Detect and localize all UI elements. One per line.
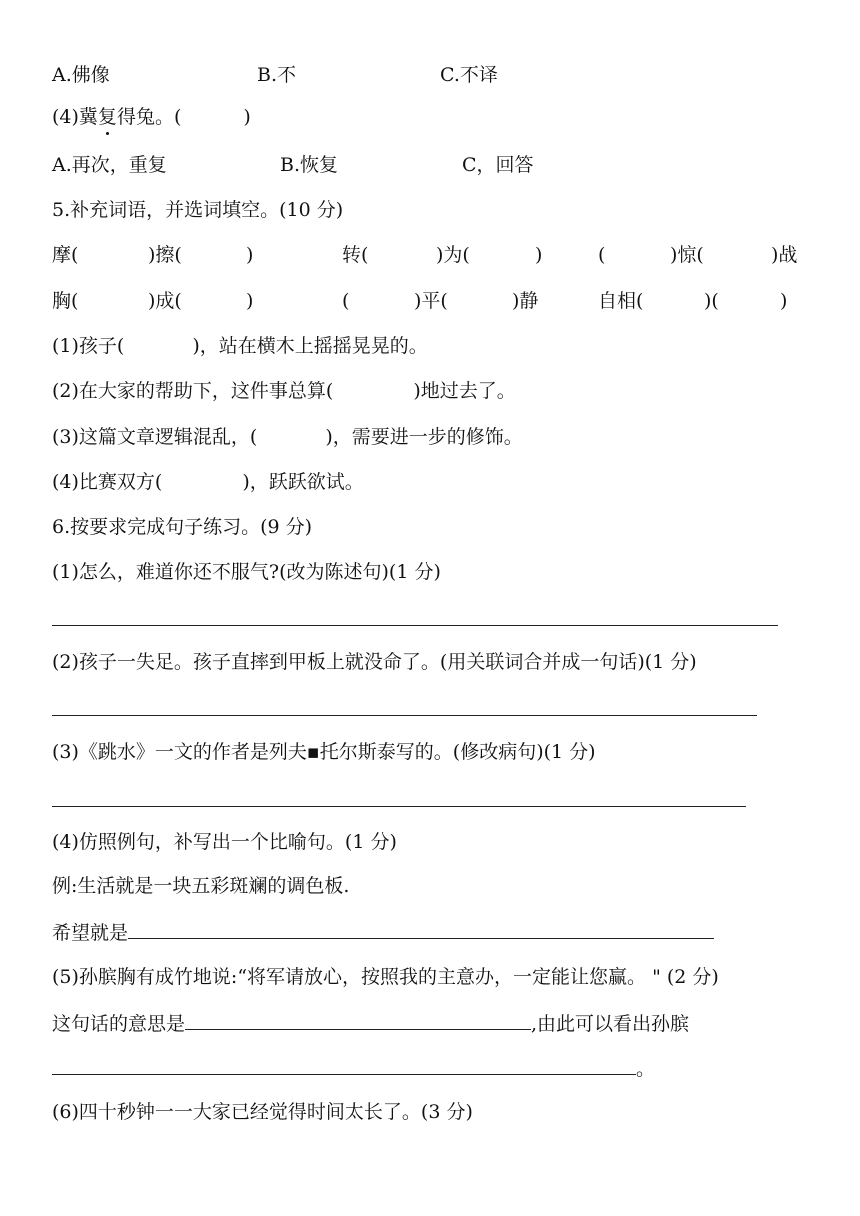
q5-item-4: (4)比赛双方( )，跃跃欲试。 — [52, 471, 364, 493]
idiom-5-part-3: )静 — [512, 290, 539, 312]
idiom-3-part-3: )战 — [771, 244, 798, 266]
idiom-2-part-2: )为( — [436, 244, 470, 266]
q5-item-1: (1)孩子( )，站在横木上摇摇晃晃的。 — [52, 335, 428, 357]
conclusion-line: 。 — [52, 1056, 655, 1081]
answer-line-3[interactable] — [52, 806, 746, 807]
answer-line-conclusion[interactable] — [52, 1056, 636, 1075]
question-5-heading: 5.补充词语，并选词填空。(10 分) — [52, 199, 344, 221]
answer-line-2[interactable] — [52, 715, 757, 716]
idiom-5-part-2: )平( — [414, 290, 448, 312]
option-a: A.再次，重复 — [52, 154, 167, 176]
option-c: C.不译 — [440, 64, 498, 86]
question-4-item-4: (4)冀复得兔。( ) — [52, 106, 251, 128]
q6-sentence-6: (6)四十秒钟一一大家已经觉得时间太长了。(3 分) — [52, 1101, 473, 1123]
meaning-line: 这句话的意思是 ,由此可以看出孙膑 — [52, 1013, 690, 1035]
idiom-3-part-1: ( — [598, 244, 606, 266]
idiom-3-part-2: )惊( — [670, 244, 704, 266]
option-b: B.恢复 — [280, 154, 339, 176]
option-c: C，回答 — [462, 154, 534, 176]
q6-sentence-2: (2)孩子一失足。孩子直摔到甲板上就没命了。(用关联词合并成一句话)(1 分) — [52, 651, 697, 673]
idiom-6-part-2: )( — [704, 290, 719, 312]
q5-item-3: (3)这篇文章逻辑混乱，( )，需要进一步的修饰。 — [52, 426, 523, 448]
option-b: B.不 — [257, 64, 297, 86]
idiom-5-part-1: ( — [342, 290, 350, 312]
idiom-6-part-1: 自相( — [598, 290, 644, 312]
idiom-1-part-2: )擦( — [148, 244, 182, 266]
idiom-1-part-3: ) — [246, 244, 254, 266]
option-a: A.佛像 — [52, 64, 110, 86]
idiom-2-part-3: ) — [535, 244, 543, 266]
idiom-2-part-1: 转( — [342, 244, 369, 266]
answer-line-1[interactable] — [52, 625, 778, 626]
answer-line-meaning[interactable] — [185, 1011, 531, 1030]
idiom-4-part-3: ) — [246, 290, 254, 312]
dotted-char: 复 — [97, 106, 117, 128]
idiom-1-part-1: 摩( — [52, 244, 79, 266]
example-sentence: 例:生活就是一块五彩斑斓的调色板. — [52, 875, 350, 897]
idiom-4-part-2: )成( — [148, 290, 182, 312]
idiom-4-part-1: 胸( — [52, 290, 79, 312]
question-6-heading: 6.按要求完成句子练习。(9 分) — [52, 516, 313, 538]
answer-line-hope[interactable] — [128, 920, 714, 939]
hope-line: 希望就是 — [52, 920, 714, 945]
q6-sentence-4: (4)仿照例句，补写出一个比喻句。(1 分) — [52, 831, 397, 853]
idiom-6-part-3: ) — [780, 290, 788, 312]
q6-sentence-1: (1)怎么，难道你还不服气?(改为陈述句)(1 分) — [52, 561, 441, 583]
q6-sentence-3: (3)《跳水》一文的作者是列夫▪托尔斯泰写的。(修改病句)(1 分) — [52, 741, 596, 763]
q6-sentence-5: (5)孙膑胸有成竹地说:“将军请放心，按照我的主意办，一定能让您赢。 " (2 分) — [52, 966, 719, 988]
q5-item-2: (2)在大家的帮助下，这件事总算( )地过去了。 — [52, 380, 516, 402]
